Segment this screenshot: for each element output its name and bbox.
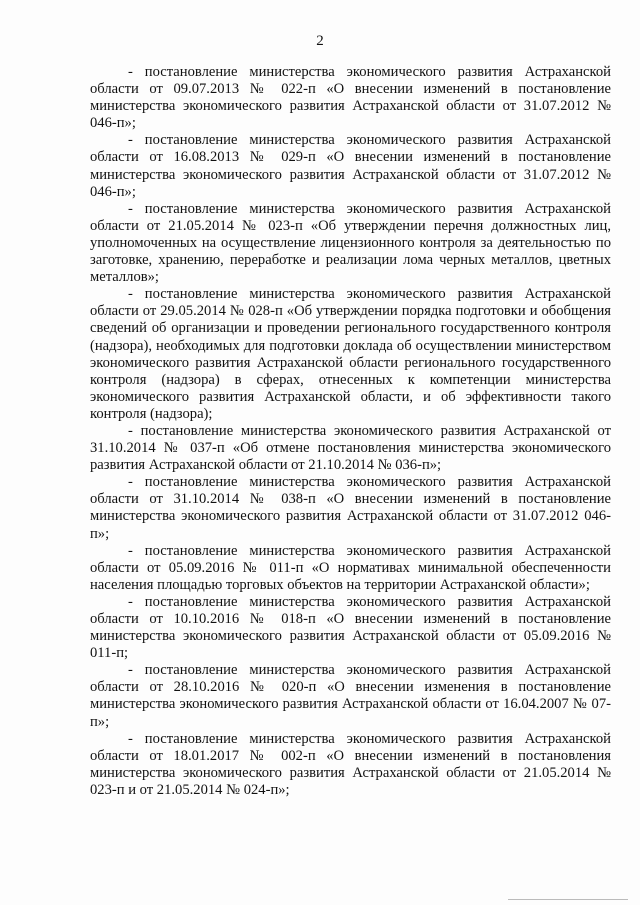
document-body xyxy=(90,64,611,799)
list-item: - постановление министерства экономического развития Астраханской области от 31.10.2014 № 038-п «О внесении изменений в постановление министерства экономического развития Астраханской области от 31.07.2012 046-п»; xyxy=(90,474,611,542)
list-item: - постановление министерства экономического развития Астраханской области от 16.08.2013 № 029-п «О внесении изменений в постановление министерства экономического развития Астраханской области от 31.07.2012 № 046-п»; xyxy=(90,132,611,200)
list-item: - постановление министерства экономического развития Астраханской области от 21.05.2014 № 023-п «Об утверждении перечня должностных лиц, уполномоченных на осуществление лицензионного контроля за деятельностью по заготовке, хранению, переработке и реализации лома черных металлов, цветных металлов»; xyxy=(90,200,611,286)
scan-edge-line xyxy=(508,899,628,900)
list-item: - постановление министерства экономического развития Астраханской от 31.10.2014 № 037-п «Об отмене постановления министерства экономического развития Астраханской области от 21.10.2014 № 036-п»; xyxy=(90,422,611,474)
list-item: - постановление министерства экономического развития Астраханской области от 10.10.2016 № 018-п «О внесении изменений в постановление министерства экономического развития Астраханской области от 05.09.2016 № 011-п; xyxy=(90,593,611,662)
list-item: - постановление министерства экономического развития Астраханской области от 18.01.2017 № 002-п «О внесении изменений в постановления министерства экономического развития Астраханской области от 21.05.2014 № 023-п и от 21.05.2014 № 024-п»; xyxy=(90,730,611,798)
list-item: - постановление министерства экономического развития Астраханской области от 28.10.2016 № 020-п «О внесении изменения в постановление министерства экономического развития Астраханской области от 16.04.2007 № 07-п»; xyxy=(90,662,611,730)
page-number: 2 xyxy=(316,33,324,49)
list-item: - постановление министерства экономического развития Астраханской области от 29.05.2014 № 028-п «Об утверждении порядка подготовки и обобщения сведений об организации и проведении регионального государственного контроля (надзора), необходимых для подготовки доклада об осуществлении министерством экономического развития Астраханской области регионального государственного контроля (надзора) в сферах, отнесенных к компетенции министерства экономического развития Астраханской области, и об эффективности такого контроля (надзора); xyxy=(90,286,611,422)
list-item: - постановление министерства экономического развития Астраханской области от 09.07.2013 № 022-п «О внесении изменений в постановление министерства экономического развития Астраханской области от 31.07.2012 № 046-п»; xyxy=(90,64,611,132)
list-item: - постановление министерства экономического развития Астраханской области от 05.09.2016 № 011-п «О нормативах минимальной обеспеченности населения площадью торговых объектов на территории Астраханской области»; xyxy=(90,542,611,593)
